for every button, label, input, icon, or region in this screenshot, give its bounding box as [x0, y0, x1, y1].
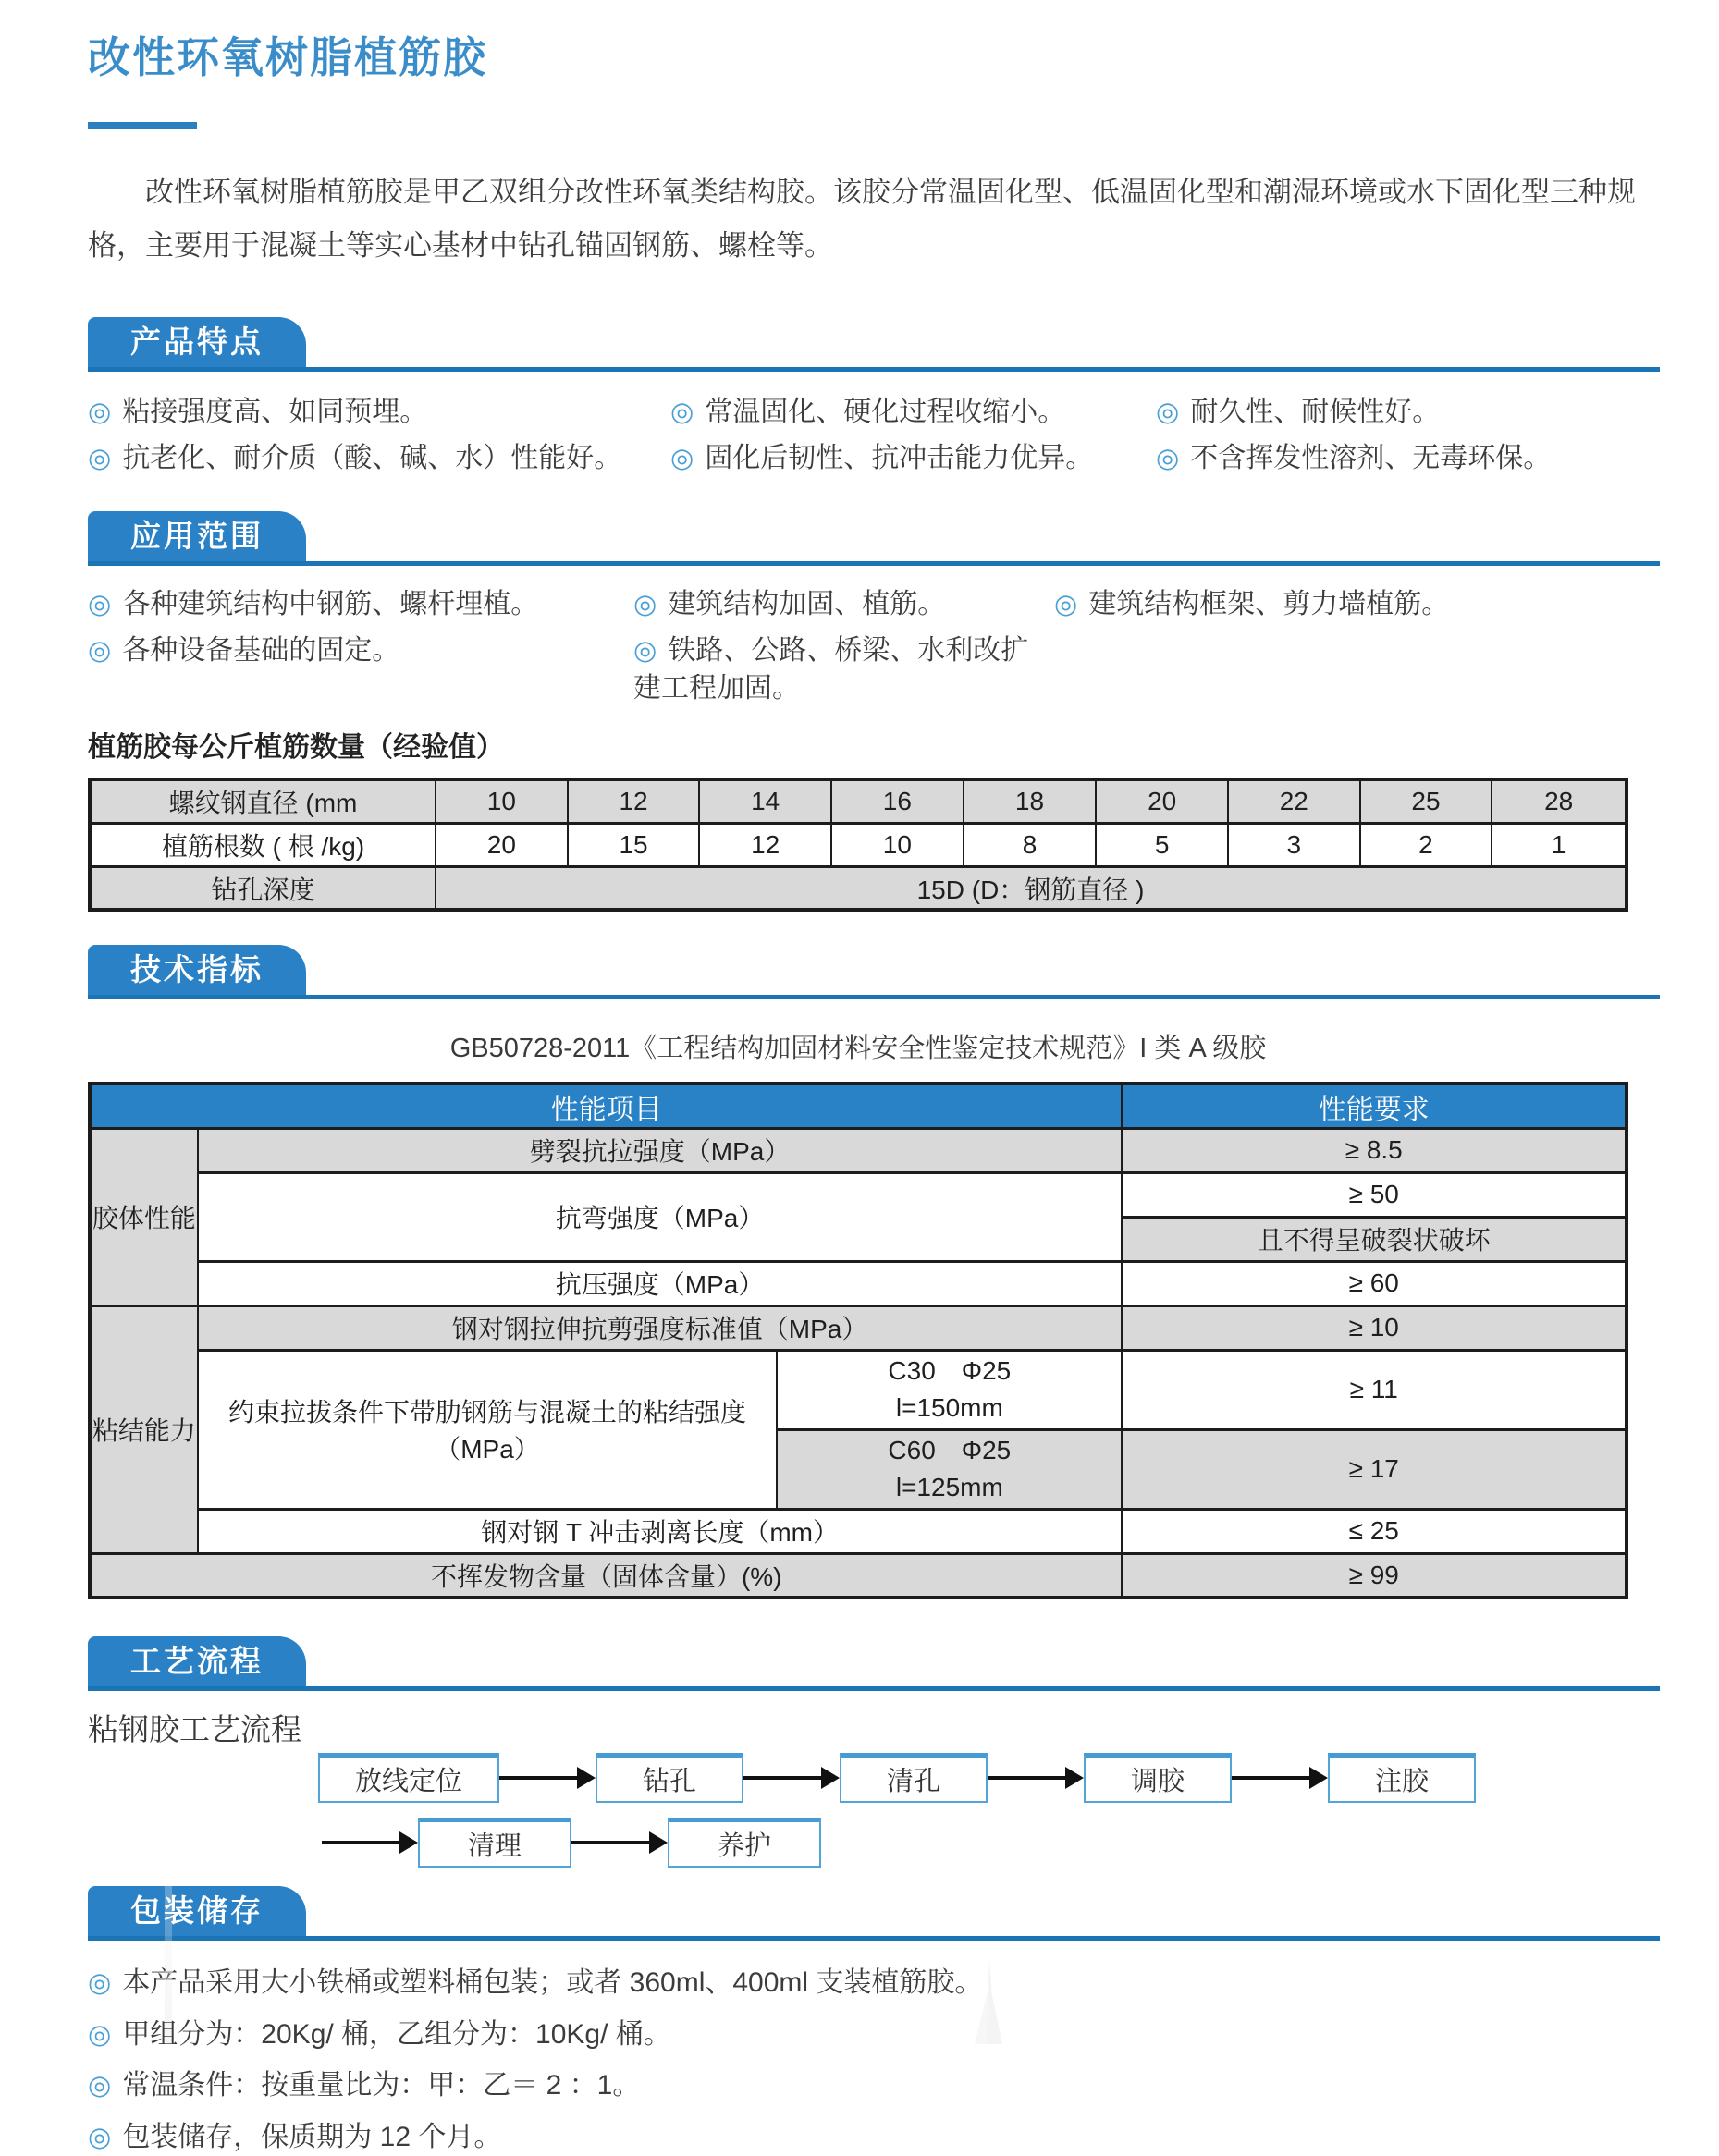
count-cell: 15	[568, 823, 700, 866]
item-cell: 约束拉拔条件下带肋钢筋与混凝土的粘结强度（MPa）	[198, 1350, 777, 1509]
feature-item: ◎ 常温固化、硬化过程收缩小。	[670, 396, 1066, 427]
condition-line: l=150mm	[895, 1393, 1003, 1423]
count-cell: 5	[1096, 823, 1228, 866]
bullseye-bullet-icon: ◎	[88, 397, 112, 427]
item-cell: 劈裂抗拉强度（MPa）	[198, 1128, 1123, 1172]
bullseye-bullet-icon: ◎	[670, 397, 694, 427]
item-cell: 钢对钢拉伸抗剪强度标准值（MPa）	[198, 1305, 1123, 1350]
feature-item: ◎ 不含挥发性溶剂、无毒环保。	[1156, 443, 1552, 474]
packaging-item: ◎ 包装储存，保质期为 12 个月。	[88, 2121, 502, 2152]
count-cell: 10	[831, 823, 964, 866]
feature-item: ◎ 耐久性、耐候性好。	[1156, 396, 1441, 427]
flow-step-box: 放线定位	[318, 1753, 499, 1803]
section-header-applications	[88, 511, 1660, 566]
table-row	[90, 1172, 1627, 1217]
application-item: ◎ 建筑结构框架、剪力墙植筋。	[1054, 588, 1450, 619]
req-cell: ≥ 11	[1122, 1350, 1627, 1429]
count-cell: 2	[1360, 823, 1492, 866]
header-cell-item: 性能项目	[90, 1084, 1122, 1128]
arrow-right-icon	[571, 1831, 668, 1854]
flow-step-box: 养护	[668, 1818, 821, 1868]
feature-item: ◎ 粘接强度高、如同预埋。	[88, 396, 428, 427]
packaging-item: ◎ 本产品采用大小铁桶或塑料桶包装；或者 360ml、400ml 支装植筋胶。	[88, 1967, 983, 1999]
req-cell: ≥ 99	[1122, 1553, 1627, 1598]
process-subtitle: 粘钢胶工艺流程	[88, 1712, 301, 1747]
diameter-cell: 22	[1228, 779, 1360, 823]
flow-step-box: 钻孔	[596, 1753, 743, 1803]
bullseye-bullet-icon: ◎	[88, 636, 112, 667]
condition-line: l=125mm	[895, 1473, 1003, 1502]
process-badge: 工艺流程	[88, 1636, 306, 1686]
page-title: 改性环氧树脂植筋胶	[88, 33, 487, 81]
bullseye-bullet-icon: ◎	[670, 444, 694, 474]
tech-standard-caption: GB50728-2011《工程结构加固材料安全性鉴定技术规范》I 类 A 级胶	[449, 1034, 1267, 1064]
row-label-cell: 植筋根数 ( 根 /kg)	[90, 823, 436, 866]
section-header-tech	[88, 945, 1660, 999]
count-cell: 1	[1492, 823, 1627, 866]
bullseye-bullet-icon: ◎	[88, 589, 112, 619]
bullseye-bullet-icon: ◎	[1156, 444, 1180, 474]
diameter-cell: 10	[436, 779, 568, 823]
intro-paragraph: 改性环氧树脂植筋胶是甲乙双组分改性环氧类结构胶。该胶分常温固化型、低温固化型和潮湿环境或水下固化型三种规格，主要用于混凝土等实心基材中钻孔锚固钢筋、螺栓等。	[88, 176, 1636, 262]
diameter-cell: 18	[964, 779, 1097, 823]
features-badge: 产品特点	[88, 317, 306, 367]
diameter-cell: 20	[1096, 779, 1228, 823]
diameter-cell: 25	[1360, 779, 1492, 823]
features-list	[88, 394, 1660, 478]
flow-step-box: 清孔	[840, 1753, 988, 1803]
diameter-cell: 28	[1492, 779, 1627, 823]
feature-item: ◎ 抗老化、耐介质（酸、碱、水）性能好。	[88, 443, 622, 474]
packaging-item: ◎ 甲组分为：20Kg/ 桶，乙组分为：10Kg/ 桶。	[88, 2018, 671, 2050]
arrow-right-icon	[1232, 1767, 1328, 1789]
group-cell-body: 胶体性能	[90, 1128, 198, 1305]
item-cell: 抗弯强度（MPa）	[198, 1172, 1123, 1261]
bullseye-bullet-icon: ◎	[88, 444, 112, 474]
req-cell: ≥ 60	[1122, 1261, 1627, 1305]
table-row	[90, 779, 1627, 823]
count-cell: 20	[436, 823, 568, 866]
table-header-row	[90, 1084, 1627, 1128]
bullseye-bullet-icon: ◎	[88, 2071, 112, 2101]
table-row	[90, 823, 1627, 866]
section-header-packaging	[88, 1886, 1660, 1941]
packaging-list	[88, 1965, 1660, 2156]
req-cell: 且不得呈破裂状破坏	[1122, 1217, 1627, 1261]
req-cell: ≥ 10	[1122, 1305, 1627, 1350]
req-cell: ≥ 17	[1122, 1429, 1627, 1509]
applications-badge: 应用范围	[88, 511, 306, 561]
arrow-right-icon	[743, 1767, 840, 1789]
title-underline-bar	[88, 122, 197, 129]
row-label-cell: 钻孔深度	[90, 866, 436, 910]
count-cell: 3	[1228, 823, 1360, 866]
application-item: ◎ 铁路、公路、桥梁、水利改扩建工程加固。	[633, 635, 1029, 704]
section-header-features	[88, 317, 1660, 372]
tech-spec-table	[88, 1082, 1628, 1599]
bullseye-bullet-icon: ◎	[88, 2019, 112, 2050]
header-cell-req: 性能要求	[1122, 1084, 1627, 1128]
packaging-badge: 包装储存	[88, 1886, 306, 1936]
application-item: ◎ 各种建筑结构中钢筋、螺杆埋植。	[88, 588, 539, 619]
table-row	[90, 1350, 1627, 1429]
arrow-right-icon	[322, 1831, 418, 1854]
table-row	[90, 1509, 1627, 1553]
packaging-item: ◎ 常温条件：按重量比为：甲：乙＝ 2 ：1。	[88, 2070, 641, 2101]
item-cell: 不挥发物含量（固体含量）(%)	[90, 1553, 1122, 1598]
application-item: ◎ 建筑结构加固、植筋。	[633, 588, 946, 619]
count-cell: 8	[964, 823, 1097, 866]
tech-badge: 技术指标	[88, 945, 306, 995]
arrow-right-icon	[988, 1767, 1084, 1789]
table-row	[90, 1553, 1627, 1598]
bullseye-bullet-icon: ◎	[88, 1968, 112, 1999]
group-cell-bond: 粘结能力	[90, 1305, 198, 1553]
feature-item: ◎ 固化后韧性、抗冲击能力优异。	[670, 443, 1094, 474]
rebar-table-heading: 植筋胶每公斤植筋数量（经验值）	[88, 732, 504, 764]
diameter-cell: 14	[699, 779, 831, 823]
table-row	[90, 1128, 1627, 1172]
table-row	[90, 1305, 1627, 1350]
section-header-process	[88, 1636, 1660, 1691]
bullseye-bullet-icon: ◎	[633, 636, 657, 667]
applications-list	[88, 586, 1660, 708]
diameter-cell: 12	[568, 779, 700, 823]
req-cell: ≤ 25	[1122, 1509, 1627, 1553]
table-row	[90, 1261, 1627, 1305]
rebar-count-table	[88, 778, 1628, 912]
flow-step-box: 清理	[418, 1818, 571, 1868]
row-label-cell: 螺纹钢直径 (mm	[90, 779, 436, 823]
condition-cell	[777, 1429, 1122, 1509]
condition-line: C30 Φ25	[888, 1355, 1012, 1385]
process-flow-row-1	[318, 1753, 1660, 1803]
flow-step-box: 调胶	[1084, 1753, 1232, 1803]
item-cell: 钢对钢 T 冲击剥离长度（mm）	[198, 1509, 1123, 1553]
bullseye-bullet-icon: ◎	[1054, 589, 1078, 619]
table-row	[90, 866, 1627, 910]
condition-cell	[777, 1350, 1122, 1429]
bullseye-bullet-icon: ◎	[633, 589, 657, 619]
arrow-right-icon	[499, 1767, 596, 1789]
process-flow-row-2	[322, 1818, 1660, 1868]
bullseye-bullet-icon: ◎	[1156, 397, 1180, 427]
req-cell: ≥ 50	[1122, 1172, 1627, 1217]
req-cell: ≥ 8.5	[1122, 1128, 1627, 1172]
drill-depth-cell: 15D (D：钢筋直径 )	[436, 866, 1627, 910]
count-cell: 12	[699, 823, 831, 866]
application-item: ◎ 各种设备基础的固定。	[88, 635, 400, 667]
item-cell: 抗压强度（MPa）	[198, 1261, 1123, 1305]
bullseye-bullet-icon: ◎	[88, 2122, 112, 2152]
condition-line: C60 Φ25	[888, 1435, 1012, 1464]
flow-step-box: 注胶	[1328, 1753, 1476, 1803]
diameter-cell: 16	[831, 779, 964, 823]
